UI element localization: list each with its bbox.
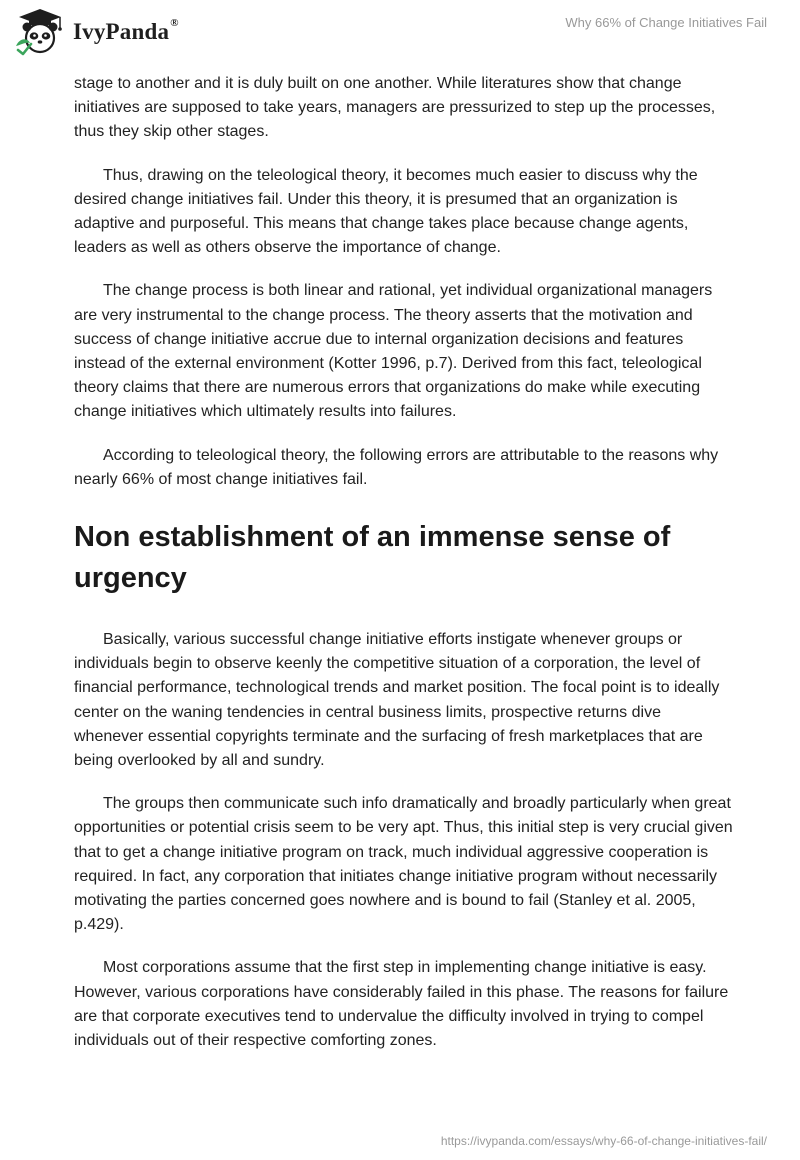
ivypanda-logo[interactable] [14, 8, 179, 56]
document-title: Why 66% of Change Initiatives Fail [565, 15, 767, 30]
section-heading: Non establishment of an immense sense of urgency [74, 521, 671, 595]
paragraph: The change process is both linear and rational, yet individual organizational managers are very instrumental to the change process. The theory asserts that the motivation and success of change initiative accrue due to internal organization decisions and features instead of the external environment (Kotter 1996, p.7). Derived from this fact, teleological theory claims that there are numerous errors that organizations do make while executing change initiatives which ultimately results into failures. [74, 282, 713, 421]
panda-graduate-icon [14, 8, 66, 56]
brand-name: IvyPanda® [73, 17, 179, 44]
paragraph: Thus, drawing on the teleological theory, it becomes much easier to discuss why the desired change initiatives fail. Under this theory, it is presumed that an organization is adaptive and purposeful. This means that change takes place because change agents, leaders as well as others observe the importance of change. [74, 166, 698, 257]
paragraph: Basically, various successful change initiative efforts instigate whenever groups or individuals begin to observe keenly the competitive situation of a corporation, the level of financial performance, technological trends and market position. The focal point is to ideally center on the waning tendencies in central business limits, prospective returns dive whenever essential copyrights terminate and the surfacing of fresh marketplaces that are being overlooked by all and sundry. [74, 631, 720, 770]
paragraph: The groups then communicate such info dramatically and broadly particularly when great opportunities or potential crisis seem to be very apt. Thus, this initial step is very crucial given that to get a change initiative program on track, much individual aggressive cooperation is required. In fact, any corporation that initiates change initiative program without necessarily motivating the parties concerned goes nowhere and is bound to fail (Stanley et al. 2005, p.429). [74, 795, 733, 934]
registered-mark: ® [170, 17, 179, 29]
paragraph: Most corporations assume that the first step in implementing change initiative is easy. However, various corporations have considerably failed in this phase. The reasons for failure are that corporate executives tend to undervalue the difficulty involved in trying to compel individuals out of their respective comforting zones. [74, 959, 729, 1050]
page-header [0, 0, 800, 64]
paragraph: According to teleological theory, the following errors are attributable to the reasons why nearly 66% of most change initiatives fail. [74, 446, 719, 488]
paragraph: stage to another and it is duly built on one another. While literatures show that change initiatives are supposed to take years, managers are pressurized to step up the processes, thus they skip other stages. [74, 75, 716, 141]
source-url[interactable]: https://ivypanda.com/essays/why-66-of-change-initiatives-fail/ [440, 1134, 767, 1148]
article-body [74, 72, 734, 1072]
